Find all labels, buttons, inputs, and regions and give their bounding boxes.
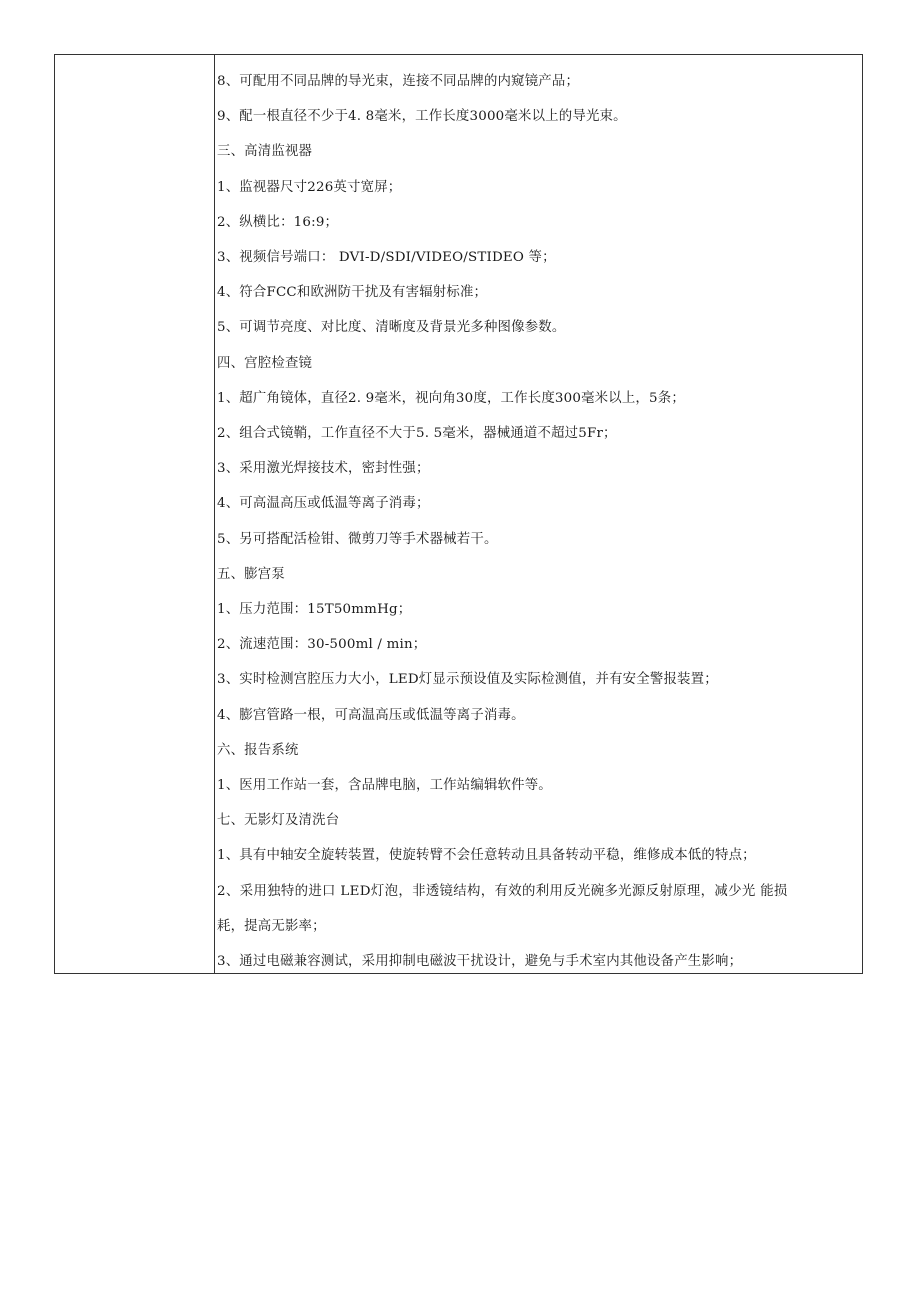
section-heading-shadowless-lamp: 七、无影灯及清洗台 <box>217 813 340 829</box>
spec-line-scope-body: 1、超广角镜体，直径2. 9毫米，视向角30度，工作长度300毫米以上，5条； <box>217 390 685 406</box>
spec-line-rotation-device: 1、具有中轴安全旋转装置，使旋转臂不会任意转动且具备转动平稳，维修成本低的特点； <box>217 848 756 864</box>
spec-line-laser-welding: 3、采用激光焊接技术，密封性强； <box>217 461 430 477</box>
spec-line-fcc-standard: 4、符合FCC和欧洲防干扰及有害辐射标准； <box>217 285 488 301</box>
spec-line-workstation: 1、医用工作站一套，含品牌电脑，工作站编辑软件等。 <box>217 778 552 794</box>
spec-line-led-bulb: 2、采用独特的进口 LED灯泡，非透镜结构，有效的利用反光碗多光源反射原理，减少光 能损 <box>217 883 788 899</box>
left-column-cell <box>55 55 215 973</box>
spec-line-emc-test: 3、通过电磁兼容测试，采用抑制电磁波干扰设计，避免与手术室内其他设备产生影响； <box>217 954 743 970</box>
spec-line-monitor-size: 1、监视器尺寸226英寸宽屏； <box>217 179 402 195</box>
spec-line-pressure-range: 1、压力范围：15T50mmHg； <box>217 602 412 618</box>
spec-line-instruments: 5、另可搭配活检钳、微剪刀等手术器械若干。 <box>217 531 498 547</box>
spec-line-pressure-monitoring: 3、实时检测宫腔压力大小，LED灯显示预设值及实际检测值，并有安全警报装置； <box>217 672 718 688</box>
section-heading-report-system: 六、报告系统 <box>217 742 299 758</box>
spec-line-sterilization: 4、可高温高压或低温等离子消毒； <box>217 496 430 512</box>
right-column-cell <box>215 55 862 973</box>
section-heading-hd-monitor: 三、高清监视器 <box>217 144 313 160</box>
spec-line-scope-sheath: 2、组合式镜鞘，工作直径不大于5. 5毫米，器械通道不超过5Fr； <box>217 426 617 442</box>
section-heading-hysteroscope: 四、宫腔检查镜 <box>217 355 313 371</box>
spec-line-flow-range: 2、流速范围：30-500ml / min； <box>217 637 427 653</box>
section-heading-distension-pump: 五、膨宫泵 <box>217 566 285 582</box>
spec-line-led-bulb-continued: 耗，提高无影率； <box>217 918 326 934</box>
spec-line-8-light-guide-compat: 8、可配用不同品牌的导光束，连接不同品牌的内窥镜产品； <box>217 74 580 89</box>
spec-line-aspect-ratio: 2、纵横比：16:9； <box>217 214 339 230</box>
spec-line-9-light-guide-cable: 9、配一根直径不少于4. 8毫米，工作长度3000毫米以上的导光束。 <box>217 109 627 125</box>
spec-table <box>54 54 863 974</box>
spec-line-image-params: 5、可调节亮度、对比度、清晰度及背景光多种图像参数。 <box>217 320 566 336</box>
spec-line-video-ports: 3、视频信号端口： DVI-D/SDI/VIDEO/STIDEO 等； <box>217 250 556 266</box>
spec-line-tubing: 4、膨宫管路一根，可高温高压或低温等离子消毒。 <box>217 707 525 723</box>
